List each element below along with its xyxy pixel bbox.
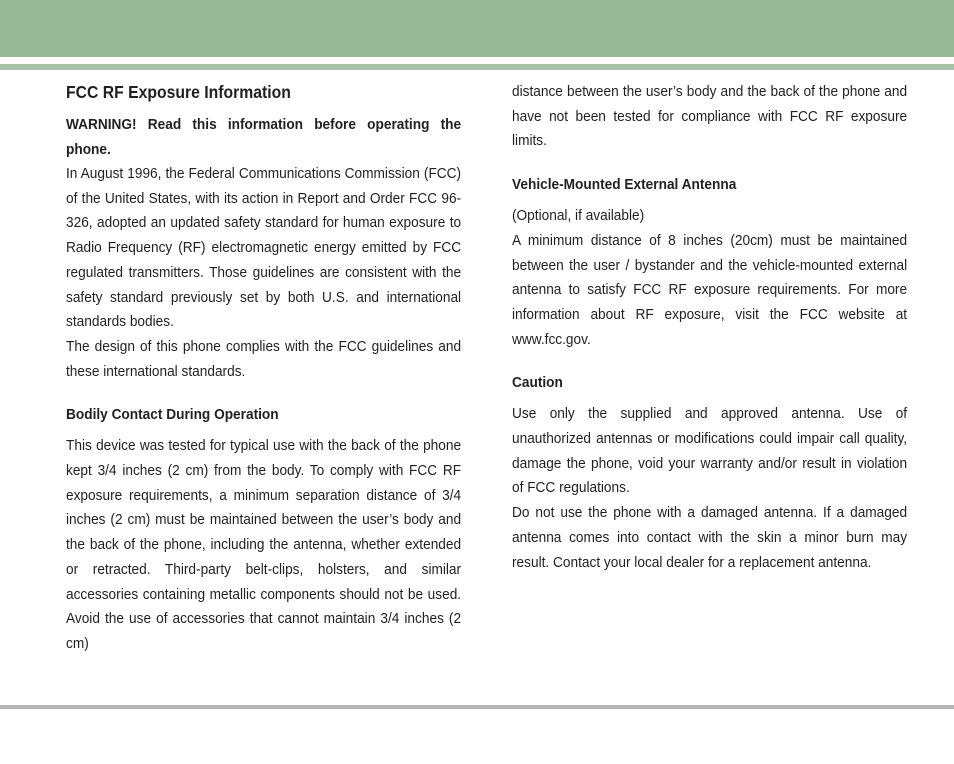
warning-text: WARNING! Read this information before operating the phone. bbox=[66, 116, 462, 158]
vehicle-antenna-paragraph: A minimum distance of 8 inches (20cm) must be maintained between the user / bystander and the vehicle-mounted external antenna to satisfy FCC RF exposure requirements. For more information about RF exposure, visit the FCC website at www.fcc.gov. bbox=[512, 231, 908, 348]
design-paragraph: The design of this phone complies with the FCC guidelines and these international standards. bbox=[66, 337, 462, 380]
intro-paragraph: In August 1996, the Federal Communications Commission (FCC) of the United States, with its action in Report and Order FCC 96-326, adopted an updated safety standard for human exposure to Radio Frequency (RF) electromagnetic energy emitted by FCC regulated transmitters. Those guidelines are consistent with the safety standard previously set by both U.S. and international standards bodies. bbox=[66, 165, 462, 331]
caution-paragraph-2: Do not use the phone with a damaged antenna. If a damaged antenna comes into contact with the skin a minor burn may result. Contact your local dealer for a replacement antenna. bbox=[512, 504, 908, 571]
bodily-contact-paragraph: This device was tested for typical use with the back of the phone kept 3/4 inches (2 cm) from the body. To comply with FCC RF exposure requirements, a minimum separation distance of 3/4 inches (2 cm) must be maintained between the user’s body and the back of the phone, including the antenna, whether extended or retracted. Third-party belt-clips, holsters, and similar accessories containing metallic components should not be used. Avoid the use of accessories that cannot maintain 3/4 inches (2 cm) bbox=[66, 437, 462, 652]
right-column bbox=[512, 80, 907, 575]
caution-paragraph-1: Use only the supplied and approved antenna. Use of unauthorized antennas or modifications could impair call quality, damage the phone, void your warranty and/or result in violation of FCC regulations. bbox=[512, 405, 908, 497]
section-title: FCC RF Exposure Information bbox=[66, 82, 291, 102]
header-divider bbox=[0, 64, 954, 70]
header-band bbox=[0, 0, 954, 57]
bodily-contact-heading: Bodily Contact During Operation bbox=[66, 406, 279, 424]
caution-heading: Caution bbox=[512, 374, 563, 392]
footer-divider bbox=[0, 705, 954, 709]
continuation-paragraph: distance between the user’s body and the back of the phone and have not been tested for compliance with FCC RF exposure limits. bbox=[512, 83, 908, 150]
left-column bbox=[66, 80, 461, 657]
vehicle-antenna-heading: Vehicle-Mounted External Antenna bbox=[512, 176, 737, 194]
vehicle-optional-note: (Optional, if available) bbox=[512, 207, 645, 225]
